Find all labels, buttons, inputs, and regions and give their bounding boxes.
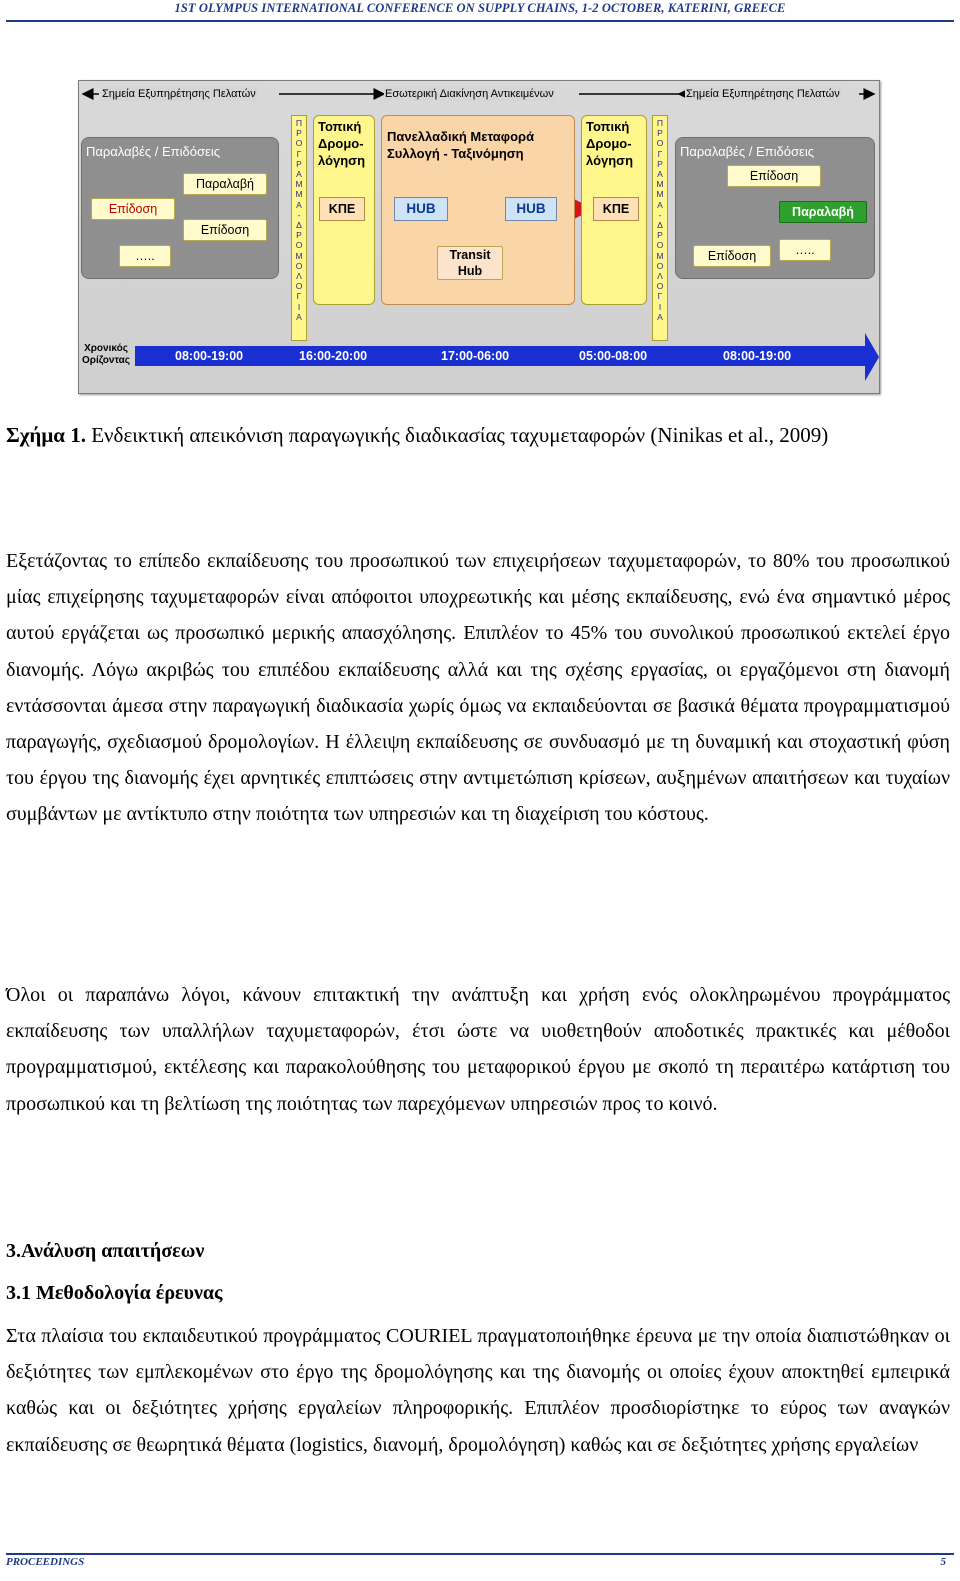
- label-internal-movement: Εσωτερική Διακίνηση Αντικειμένων: [385, 88, 554, 100]
- footer-rule: [6, 1553, 954, 1555]
- right-box-title: Παραλαβές / Επιδόσεις: [680, 144, 814, 159]
- time-slot-1: 08:00-19:00: [175, 349, 244, 363]
- time-slot-5: 08:00-19:00: [723, 349, 792, 363]
- header-rule: [6, 20, 954, 22]
- label-customer-points-left: Σημεία Εξυπηρέτησης Πελατών: [102, 88, 256, 100]
- programming-routing-strip-right: Π Ρ Ο Γ Ρ Α Μ Μ Α - Δ Ρ Ο Μ Ο Λ Ο Γ Ι Α: [652, 115, 668, 341]
- page-number: 5: [940, 1556, 946, 1568]
- section-heading: 3.Ανάλυση απαιτήσεων: [6, 1240, 205, 1262]
- left-delivery-node-2: Επίδοση: [183, 219, 267, 241]
- left-delivery-node: Επίδοση: [91, 198, 175, 220]
- conference-title: 1ST OLYMPUS INTERNATIONAL CONFERENCE ON SUPPLY CHAINS, 1-2 OCTOBER, KATERINI, GREECE: [174, 1, 786, 15]
- right-pickup-node: Παραλαβή: [779, 201, 867, 223]
- paragraph-3: Στα πλαίσια του εκπαιδευτικού προγράμματος COURIEL πραγματοποιήθηκε έρευνα με την οποία διαπιστώθηκαν οι δεξιότητες των εμπλεκομένων στο έργο της δρομολόγησης και της διανομής οι οποίες έχουν αποκτηθεί εμπειρικά καθώς και οι δεξιότητες χρήσης εργαλείων πληροφορικής. Επιπλέον προσδιορίστηκε το εύρος των αναγκών εκπαίδευσης σε θεωρητικά θέματα (logistics, διανομή, δρομολόγηση) καθώς και σε δεξιότητες χρήσης εργαλείων: [6, 1325, 950, 1456]
- local-routing-right-title: Τοπική Δρομο-λόγηση: [586, 119, 634, 168]
- time-slot-3: 17:00-06:00: [441, 349, 510, 363]
- left-box-title: Παραλαβές / Επιδόσεις: [86, 144, 220, 159]
- footer-proceedings: PROCEEDINGS: [6, 1556, 85, 1568]
- left-pickup-node: Παραλαβή: [183, 173, 267, 195]
- caption-label: Σχήμα 1.: [6, 423, 86, 447]
- right-delivery-node: Επίδοση: [727, 165, 821, 187]
- subsection-heading: 3.1 Μεθοδολογία έρευνας: [6, 1282, 223, 1304]
- local-routing-left-title: Τοπική Δρομο-λόγηση: [318, 119, 366, 168]
- kpe-left-node: ΚΠΕ: [319, 197, 365, 221]
- right-delivery-node-2: Επίδοση: [693, 245, 771, 267]
- time-slot-2: 16:00-20:00: [299, 349, 368, 363]
- time-slot-4: 05:00-08:00: [579, 349, 648, 363]
- paragraph-1: Εξετάζοντας το επίπεδο εκπαίδευσης του προσωπικού των επιχειρήσεων ταχυμεταφορών, το 80% του προσωπικού μίας επιχείρησης ταχυμεταφορών είναι απόφοιτοι υποχρεωτικής και μέσης εκπαίδευσης, ενώ ένα σημαντικό μέρος αυτού εργάζεται ως προσωπικό μερικής απασχόλησης. Επιπλέον το 45% του συνολικού προσωπικού εκτελεί έργο διανομής. Λόγω ακριβώς του επιπέδου εκπαίδευσης αλλά και της σχέσης εργασίας, οι εργαζόμενοι στη διανομή εντάσσονται άμεσα στην παραγωγική διαδικασία χωρίς όμως να εκπαιδεύονται σε βασικά θέματα προγραμματισμού παραγωγής, σχεδιασμού δρομολογίων. Η έλλειψη εκπαίδευσης σε συνδυασμό με τη δυναμική και στοχαστική φύση του έργου της διανομής έχει αρνητικές επιπτώσεις στην αντιμετώπιση κρίσεων, αυξημένων απαιτήσεων και τυχαίων συμβάντων με αντίκτυπο στην ποιότητα των υπηρεσιών και τη διαχείριση του κόστους.: [6, 550, 950, 826]
- left-more-nodes: …..: [119, 245, 171, 267]
- paragraph-2: Όλοι οι παραπάνω λόγοι, κάνουν επιτακτική την ανάπτυξη και χρήση ενός ολοκληρωμένου προγράμματος εκπαίδευσης των υπαλλήλων ταχυμεταφορών, έτσι ώστε να υιοθετηθούν αποδοτικές πρακτικές και μέθοδοι προγραμματισμού, εκτέλεσης και παρακολούθησης του μεταφορικού έργου με σκοπό τη περαιτέρω κατάρτιση του προσωπικού και τη βελτίωση της ποιότητας των παρεχόμενων υπηρεσιών προς το κοινό.: [6, 984, 950, 1115]
- national-transport-title: Πανελλαδική Μεταφορά Συλλογή - Ταξινόμηση: [387, 129, 535, 161]
- transit-hub-node: Transit Hub: [437, 246, 503, 280]
- caption-text: Ενδεικτική απεικόνιση παραγωγικής διαδικασίας ταχυμεταφορών (Ninikas et al., 2009): [85, 423, 829, 447]
- figure-caption: [6, 418, 950, 452]
- hub-node-2: HUB: [505, 197, 557, 221]
- label-customer-points-right: Σημεία Εξυπηρέτησης Πελατών: [686, 88, 840, 100]
- time-horizon-label: Χρονικός Ορίζοντας: [82, 343, 130, 366]
- kpe-right-node: ΚΠΕ: [593, 197, 639, 221]
- programming-routing-strip-left: Π Ρ Ο Γ Ρ Α Μ Μ Α - Δ Ρ Ο Μ Ο Λ Ο Γ Ι Α: [291, 115, 307, 341]
- right-more-nodes: …..: [779, 239, 831, 261]
- hub-node-1: HUB: [394, 197, 448, 221]
- process-diagram: [78, 80, 880, 394]
